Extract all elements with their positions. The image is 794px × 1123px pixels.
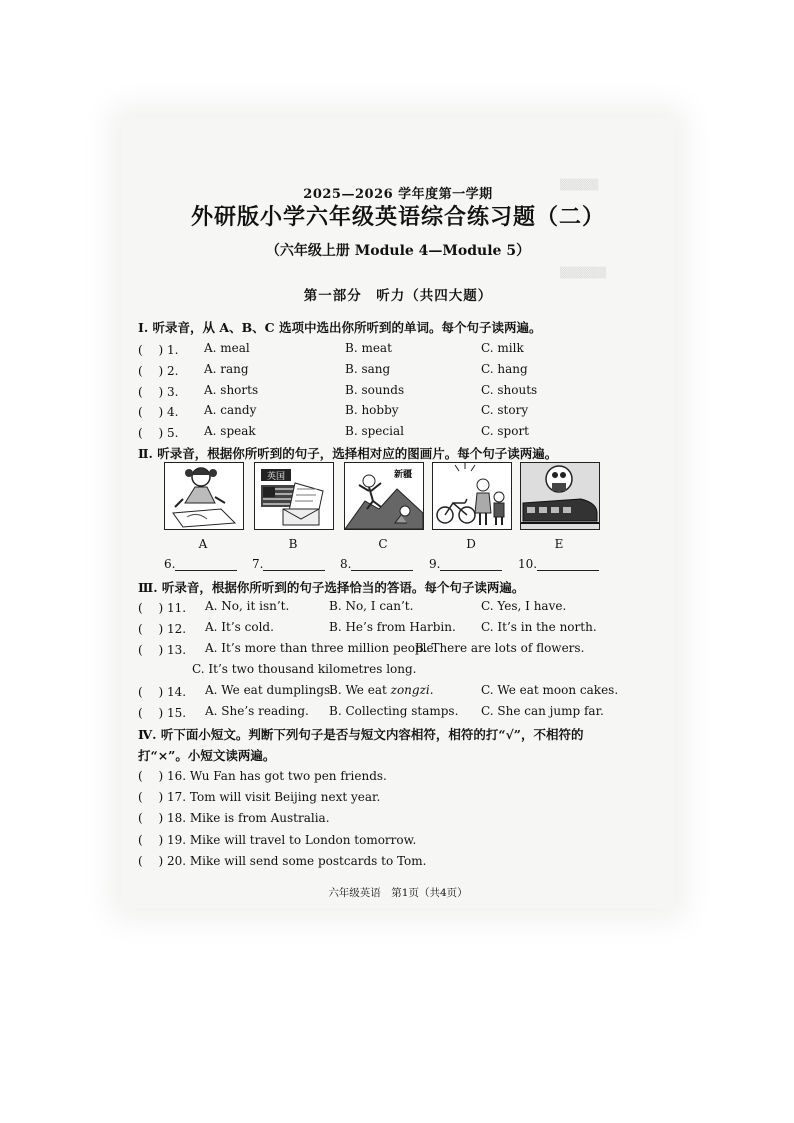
q14-option-b-text: B. We eat [329,683,391,697]
blank-number: 7. [252,557,264,571]
question-18[interactable]: ( ) 18. Mike is from Australia. [138,811,330,825]
answer-blank-10[interactable] [518,557,599,571]
answer-blank-2[interactable]: ( ) 2. [138,364,179,378]
q11-option-c: C. Yes, I have. [481,599,567,613]
answer-blank-3[interactable]: ( ) 3. [138,385,179,399]
picture-c-caption: 新疆 [393,470,413,480]
q2-option-a: A. rang [204,362,249,376]
q2-option-c: C. hang [481,362,528,376]
q15-option-a: A. She’s reading. [205,704,309,718]
q2-option-b: B. sang [345,362,391,376]
q15-option-c: C. She can jump far. [481,704,604,718]
q1-option-b: B. meat [345,341,392,355]
answer-blank-11[interactable]: ( ) 11. [138,601,187,615]
q12-option-c: C. It’s in the north. [481,620,597,634]
q11-option-a: A. No, it isn’t. [205,599,290,613]
answer-blank-13[interactable]: ( ) 13. [138,643,187,657]
answer-blank-15[interactable]: ( ) 15. [138,706,187,720]
q14-option-a: A. We eat dumplings. [205,683,334,697]
page-title: 外研版小学六年级英语综合练习题（二） [190,204,605,230]
picture-e [520,462,600,530]
picture-label-d: D [466,537,476,551]
q3-option-a: A. shorts [204,383,259,397]
picture-label-b: B [288,537,298,551]
q11-option-b: B. No, I can’t. [329,599,414,613]
section4-instruction-line1: Ⅳ. 听下面小短文。判断下列句子是否与短文内容相符，相符的打“√”，不相符的 [138,727,584,742]
question-16[interactable]: ( ) 16. Wu Fan has got two pen friends. [138,769,387,783]
section3-instruction: Ⅲ. 听录音，根据你所听到的句子选择恰当的答语。每个句子读两遍。 [138,580,525,595]
bleed-through-mark: ▒▒▒▒▒▒ [560,268,607,279]
q5-option-c: C. sport [481,424,530,438]
family-bicycle-icon [433,463,511,529]
blank-number: 9. [429,557,441,571]
part-heading: 第一部分 听力（共四大题） [303,288,493,304]
answer-blank-4[interactable]: ( ) 4. [138,405,179,419]
question-19[interactable]: ( ) 19. Mike will travel to London tomorrow. [138,833,417,847]
answer-blank-1[interactable]: ( ) 1. [138,343,179,357]
q1-option-a: A. meal [204,341,250,355]
picture-label-a: A [198,537,208,551]
section4-instruction-line2: 打“×”。小短文读两遍。 [138,748,276,763]
q4-option-a: A. candy [204,403,257,417]
page-footer: 六年级英语 第1页（共4页） [328,887,468,899]
q3-option-b: B. sounds [345,383,405,397]
letter-envelope-icon [255,463,333,529]
q14-option-b [329,683,434,697]
answer-blank-9[interactable] [429,557,502,571]
page-subtitle: （六年级上册 Module 4—Module 5） [265,243,531,259]
girl-drawing-icon [165,463,243,529]
bleed-through-mark: ▒▒▒▒▒ [560,180,599,191]
picture-b [254,462,334,530]
question-17[interactable]: ( ) 17. Tom will visit Beijing next year. [138,790,381,804]
q12-option-b: B. He’s from Harbin. [329,620,456,634]
school-year: 2025—2026 学年度第一学期 [303,187,493,202]
q15-option-b: B. Collecting stamps. [329,704,459,718]
answer-blank-5[interactable]: ( ) 5. [138,426,179,440]
picture-label-e: E [554,537,564,551]
answer-blank-6[interactable] [164,557,237,571]
answer-blank-14[interactable]: ( ) 14. [138,685,187,699]
picture-label-c: C [378,537,388,551]
q13-option-b: B. There are lots of flowers. [415,641,585,655]
q5-option-b: B. special [345,424,404,438]
answer-blank-12[interactable]: ( ) 12. [138,622,187,636]
picture-b-caption: 英国 [266,472,286,482]
train-icon [521,463,599,529]
blank-number: 10. [518,557,538,571]
climbing-mountain-icon [345,463,423,529]
q14-option-c: C. We eat moon cakes. [481,683,619,697]
question-20[interactable]: ( ) 20. Mike will send some postcards to Tom. [138,854,427,868]
section1-instruction: Ⅰ. 听录音，从 A、B、C 选项中选出你所听到的单词。每个句子读两遍。 [138,320,542,335]
q1-option-c: C. milk [481,341,524,355]
q5-option-a: A. speak [204,424,256,438]
picture-c [344,462,424,530]
q4-option-b: B. hobby [345,403,399,417]
picture-d [432,462,512,530]
answer-blank-7[interactable] [252,557,325,571]
q13-option-a: A. It’s more than three million people. [205,641,438,655]
picture-a [164,462,244,530]
q4-option-c: C. story [481,403,529,417]
q13-option-c: C. It’s two thousand kilometres long. [192,662,417,676]
q14-option-b-italic: zongzi [390,683,430,697]
q3-option-c: C. shouts [481,383,538,397]
answer-blank-8[interactable] [340,557,413,571]
q12-option-a: A. It’s cold. [205,620,274,634]
blank-number: 8. [340,557,352,571]
section2-instruction: Ⅱ. 听录音，根据你所听到的句子，选择相对应的图画片。每个句子读两遍。 [138,446,558,461]
q14-option-b-period: . [429,683,434,697]
blank-number: 6. [164,557,176,571]
